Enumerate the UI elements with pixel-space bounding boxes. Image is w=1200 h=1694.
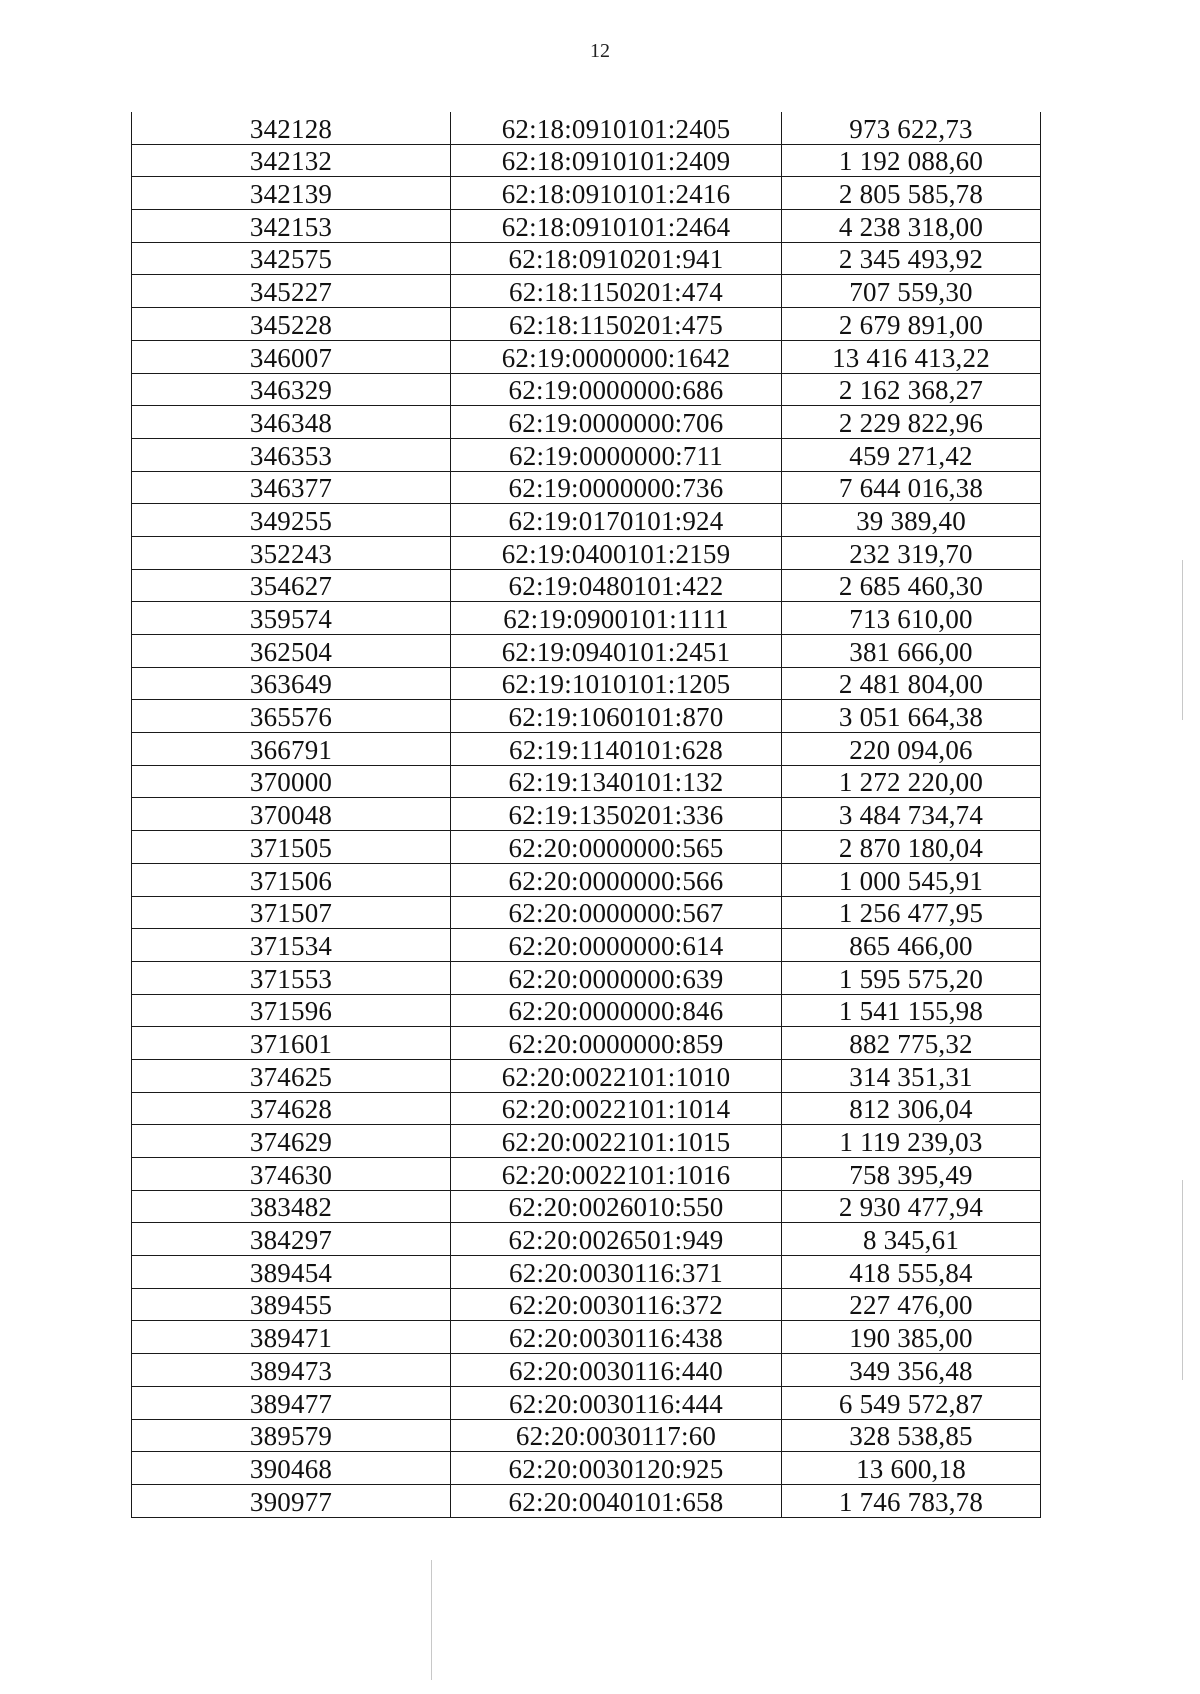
object-id-cell: 374629 <box>132 1125 451 1158</box>
value-cell: 713 610,00 <box>782 602 1041 635</box>
object-id-cell: 346353 <box>132 438 451 471</box>
value-cell: 13 416 413,22 <box>782 340 1041 373</box>
table-body <box>132 112 1041 1517</box>
table-row <box>132 635 1041 668</box>
object-id-cell: 371596 <box>132 994 451 1027</box>
table-row <box>132 1223 1041 1256</box>
table-row <box>132 929 1041 962</box>
table-row <box>132 1158 1041 1191</box>
table-row <box>132 112 1041 144</box>
value-cell: 1 192 088,60 <box>782 144 1041 177</box>
cadastral-number-cell: 62:19:0940101:2451 <box>451 635 782 668</box>
cadastral-number-cell: 62:19:1060101:870 <box>451 700 782 733</box>
table-row <box>132 798 1041 831</box>
object-id-cell: 371505 <box>132 831 451 864</box>
data-table <box>131 112 1041 1518</box>
table-row <box>132 406 1041 439</box>
table-row <box>132 1125 1041 1158</box>
table-row <box>132 1354 1041 1387</box>
cadastral-number-cell: 62:19:1350201:336 <box>451 798 782 831</box>
table-row <box>132 177 1041 210</box>
table-row <box>132 961 1041 994</box>
table-row <box>132 1059 1041 1092</box>
object-id-cell: 346348 <box>132 406 451 439</box>
cadastral-number-cell: 62:20:0030116:372 <box>451 1288 782 1321</box>
cadastral-number-cell: 62:19:0170101:924 <box>451 504 782 537</box>
value-cell: 758 395,49 <box>782 1158 1041 1191</box>
value-cell: 2 162 368,27 <box>782 373 1041 406</box>
table-row <box>132 667 1041 700</box>
value-cell: 328 538,85 <box>782 1419 1041 1452</box>
value-cell: 2 930 477,94 <box>782 1190 1041 1223</box>
table-row <box>132 471 1041 504</box>
value-cell: 7 644 016,38 <box>782 471 1041 504</box>
table-row <box>132 1256 1041 1289</box>
value-cell: 349 356,48 <box>782 1354 1041 1387</box>
cadastral-number-cell: 62:20:0022101:1010 <box>451 1059 782 1092</box>
table-row <box>132 831 1041 864</box>
cadastral-number-cell: 62:19:1340101:132 <box>451 765 782 798</box>
cadastral-number-cell: 62:20:0026501:949 <box>451 1223 782 1256</box>
object-id-cell: 352243 <box>132 536 451 569</box>
table-row <box>132 765 1041 798</box>
value-cell: 2 679 891,00 <box>782 308 1041 341</box>
cadastral-number-cell: 62:20:0022101:1015 <box>451 1125 782 1158</box>
value-cell: 973 622,73 <box>782 112 1041 144</box>
cadastral-number-cell: 62:20:0030116:444 <box>451 1386 782 1419</box>
cadastral-number-cell: 62:19:0480101:422 <box>451 569 782 602</box>
cadastral-number-cell: 62:19:0400101:2159 <box>451 536 782 569</box>
cadastral-number-cell: 62:19:0000000:736 <box>451 471 782 504</box>
cadastral-number-cell: 62:20:0000000:567 <box>451 896 782 929</box>
cadastral-number-cell: 62:20:0000000:639 <box>451 961 782 994</box>
value-cell: 418 555,84 <box>782 1256 1041 1289</box>
object-id-cell: 389477 <box>132 1386 451 1419</box>
object-id-cell: 342132 <box>132 144 451 177</box>
value-cell: 707 559,30 <box>782 275 1041 308</box>
value-cell: 812 306,04 <box>782 1092 1041 1125</box>
table-row <box>132 994 1041 1027</box>
object-id-cell: 371507 <box>132 896 451 929</box>
value-cell: 865 466,00 <box>782 929 1041 962</box>
table-row <box>132 210 1041 243</box>
value-cell: 6 549 572,87 <box>782 1386 1041 1419</box>
value-cell: 2 345 493,92 <box>782 242 1041 275</box>
cadastral-number-cell: 62:20:0030120:925 <box>451 1452 782 1485</box>
object-id-cell: 374628 <box>132 1092 451 1125</box>
table-row <box>132 1419 1041 1452</box>
table-row <box>132 373 1041 406</box>
scan-artifact <box>431 1560 432 1680</box>
cadastral-number-cell: 62:20:0000000:614 <box>451 929 782 962</box>
cadastral-number-cell: 62:18:1150201:474 <box>451 275 782 308</box>
cadastral-number-cell: 62:20:0000000:859 <box>451 1027 782 1060</box>
value-cell: 2 229 822,96 <box>782 406 1041 439</box>
table-row <box>132 1321 1041 1354</box>
value-cell: 2 805 585,78 <box>782 177 1041 210</box>
cadastral-number-cell: 62:20:0030116:438 <box>451 1321 782 1354</box>
value-cell: 4 238 318,00 <box>782 210 1041 243</box>
object-id-cell: 389454 <box>132 1256 451 1289</box>
table-row <box>132 700 1041 733</box>
cadastral-number-cell: 62:20:0022101:1016 <box>451 1158 782 1191</box>
cadastral-number-cell: 62:18:0910101:2464 <box>451 210 782 243</box>
value-cell: 381 666,00 <box>782 635 1041 668</box>
value-cell: 227 476,00 <box>782 1288 1041 1321</box>
object-id-cell: 346007 <box>132 340 451 373</box>
cadastral-number-cell: 62:19:1140101:628 <box>451 733 782 766</box>
object-id-cell: 366791 <box>132 733 451 766</box>
value-cell: 232 319,70 <box>782 536 1041 569</box>
table-row <box>132 1452 1041 1485</box>
table-row <box>132 340 1041 373</box>
cadastral-number-cell: 62:19:0000000:706 <box>451 406 782 439</box>
object-id-cell: 362504 <box>132 635 451 668</box>
cadastral-number-cell: 62:19:0000000:711 <box>451 438 782 471</box>
table-row <box>132 242 1041 275</box>
value-cell: 2 870 180,04 <box>782 831 1041 864</box>
object-id-cell: 349255 <box>132 504 451 537</box>
cadastral-number-cell: 62:20:0030116:440 <box>451 1354 782 1387</box>
value-cell: 1 541 155,98 <box>782 994 1041 1027</box>
object-id-cell: 365576 <box>132 700 451 733</box>
table-row <box>132 1386 1041 1419</box>
cadastral-number-cell: 62:20:0030117:60 <box>451 1419 782 1452</box>
object-id-cell: 389455 <box>132 1288 451 1321</box>
cadastral-number-cell: 62:18:0910201:941 <box>451 242 782 275</box>
cadastral-number-cell: 62:20:0000000:846 <box>451 994 782 1027</box>
value-cell: 2 685 460,30 <box>782 569 1041 602</box>
value-cell: 190 385,00 <box>782 1321 1041 1354</box>
value-cell: 459 271,42 <box>782 438 1041 471</box>
object-id-cell: 389473 <box>132 1354 451 1387</box>
table-row <box>132 1027 1041 1060</box>
table-row <box>132 569 1041 602</box>
object-id-cell: 370048 <box>132 798 451 831</box>
object-id-cell: 345228 <box>132 308 451 341</box>
value-cell: 220 094,06 <box>782 733 1041 766</box>
object-id-cell: 342575 <box>132 242 451 275</box>
object-id-cell: 371553 <box>132 961 451 994</box>
cadastral-number-cell: 62:19:0900101:1111 <box>451 602 782 635</box>
cadastral-number-cell: 62:18:0910101:2409 <box>451 144 782 177</box>
value-cell: 1 000 545,91 <box>782 863 1041 896</box>
object-id-cell: 370000 <box>132 765 451 798</box>
object-id-cell: 346329 <box>132 373 451 406</box>
object-id-cell: 383482 <box>132 1190 451 1223</box>
scan-artifact <box>1182 560 1183 720</box>
table-row <box>132 1190 1041 1223</box>
object-id-cell: 346377 <box>132 471 451 504</box>
object-id-cell: 345227 <box>132 275 451 308</box>
object-id-cell: 390977 <box>132 1484 451 1517</box>
cadastral-number-cell: 62:19:0000000:1642 <box>451 340 782 373</box>
cadastral-number-cell: 62:20:0000000:566 <box>451 863 782 896</box>
cadastral-number-cell: 62:18:1150201:475 <box>451 308 782 341</box>
object-id-cell: 389471 <box>132 1321 451 1354</box>
cadastral-number-cell: 62:19:1010101:1205 <box>451 667 782 700</box>
value-cell: 1 272 220,00 <box>782 765 1041 798</box>
table-row <box>132 275 1041 308</box>
value-cell: 882 775,32 <box>782 1027 1041 1060</box>
object-id-cell: 342139 <box>132 177 451 210</box>
table-row <box>132 1484 1041 1517</box>
object-id-cell: 374630 <box>132 1158 451 1191</box>
value-cell: 1 595 575,20 <box>782 961 1041 994</box>
cadastral-number-cell: 62:20:0000000:565 <box>451 831 782 864</box>
cadastral-number-cell: 62:20:0022101:1014 <box>451 1092 782 1125</box>
table-row <box>132 438 1041 471</box>
cadastral-number-cell: 62:19:0000000:686 <box>451 373 782 406</box>
object-id-cell: 371506 <box>132 863 451 896</box>
object-id-cell: 389579 <box>132 1419 451 1452</box>
cadastral-number-cell: 62:20:0040101:658 <box>451 1484 782 1517</box>
table-row <box>132 308 1041 341</box>
value-cell: 1 119 239,03 <box>782 1125 1041 1158</box>
value-cell: 314 351,31 <box>782 1059 1041 1092</box>
object-id-cell: 342153 <box>132 210 451 243</box>
table-row <box>132 863 1041 896</box>
table-row <box>132 896 1041 929</box>
table-row <box>132 1092 1041 1125</box>
cadastral-number-cell: 62:18:0910101:2416 <box>451 177 782 210</box>
table-row <box>132 1288 1041 1321</box>
scan-artifact <box>1182 1180 1183 1380</box>
object-id-cell: 371601 <box>132 1027 451 1060</box>
object-id-cell: 354627 <box>132 569 451 602</box>
value-cell: 8 345,61 <box>782 1223 1041 1256</box>
object-id-cell: 371534 <box>132 929 451 962</box>
table-row <box>132 733 1041 766</box>
object-id-cell: 363649 <box>132 667 451 700</box>
table-row <box>132 144 1041 177</box>
table-row <box>132 602 1041 635</box>
page-number: 12 <box>590 40 610 62</box>
value-cell: 1 746 783,78 <box>782 1484 1041 1517</box>
value-cell: 39 389,40 <box>782 504 1041 537</box>
cadastral-number-cell: 62:20:0026010:550 <box>451 1190 782 1223</box>
value-cell: 3 051 664,38 <box>782 700 1041 733</box>
value-cell: 13 600,18 <box>782 1452 1041 1485</box>
cadastral-number-cell: 62:18:0910101:2405 <box>451 112 782 144</box>
table-row <box>132 536 1041 569</box>
object-id-cell: 384297 <box>132 1223 451 1256</box>
object-id-cell: 390468 <box>132 1452 451 1485</box>
object-id-cell: 374625 <box>132 1059 451 1092</box>
object-id-cell: 342128 <box>132 112 451 144</box>
value-cell: 3 484 734,74 <box>782 798 1041 831</box>
cadastral-number-cell: 62:20:0030116:371 <box>451 1256 782 1289</box>
value-cell: 1 256 477,95 <box>782 896 1041 929</box>
value-cell: 2 481 804,00 <box>782 667 1041 700</box>
table-row <box>132 504 1041 537</box>
object-id-cell: 359574 <box>132 602 451 635</box>
